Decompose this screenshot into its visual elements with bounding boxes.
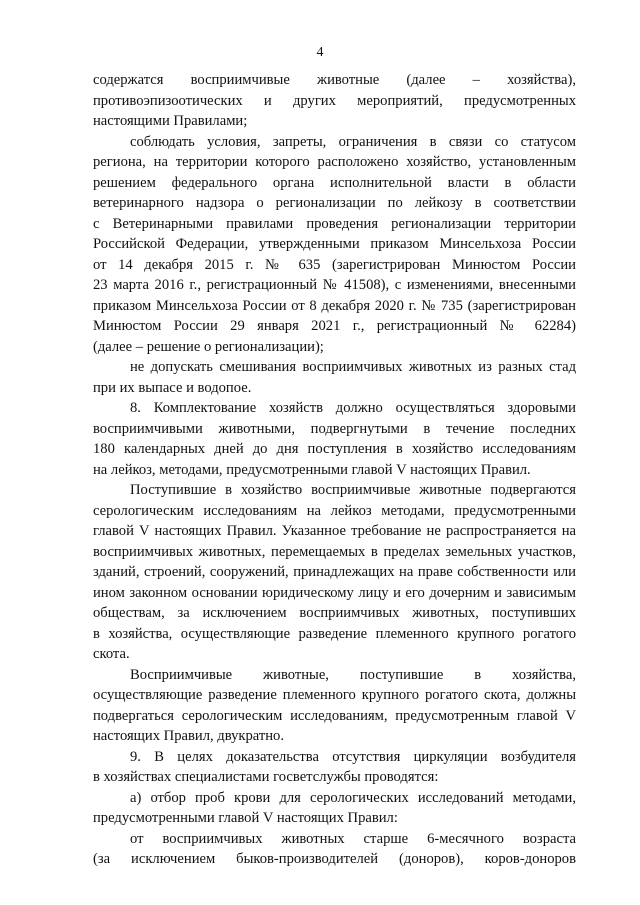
- text-line: от 14 декабря 2015 г. № 635 (зарегистрирован Минюстом России: [93, 256, 576, 273]
- page-number: 4: [316, 45, 324, 60]
- text-line: серологическим исследованиям на лейкоз методами, предусмотренными: [93, 502, 576, 519]
- text-line: Поступившие в хозяйство восприимчивые животные подвергаются: [130, 482, 576, 498]
- text-line: приказом Минсельхоза России от 8 декабря 2020 г. № 735 (зарегистрирован: [93, 297, 576, 314]
- text-line: главой V настоящих Правил. Указанное требование не распространяется на: [93, 523, 576, 539]
- text-line: 180 календарных дней до дня поступления в хозяйство исследованиям: [93, 441, 576, 457]
- text-line: настоящих Правил, двукратно.: [93, 728, 285, 744]
- text-line: 9. В целях доказательства отсутствия циркуляции возбудителя: [130, 748, 576, 765]
- text-line: соблюдать условия, запреты, ограничения в связи со статусом: [130, 133, 576, 150]
- text-line: региона, на территории которого расположено хозяйство, установленным: [93, 154, 576, 170]
- text-line: обществам, за исключением восприимчивых животных, поступивших: [93, 605, 576, 621]
- text-line: противоэпизоотических и других мероприятий, предусмотренных: [93, 92, 576, 109]
- text-line: скота.: [93, 646, 130, 662]
- text-line: Минюстом России 29 января 2021 г., регистрационный № 62284): [93, 318, 576, 334]
- text-line: ветеринарного надзора о регионализации по лейкозу в соответствии: [93, 195, 576, 211]
- text-line: зданий, строений, сооружений, принадлежащих на праве собственности или: [93, 564, 576, 580]
- text-line: (за исключением быков-производителей (доноров), коров-доноров: [93, 851, 576, 867]
- text-line: Российской Федерации, утвержденными приказом Минсельхоза России: [93, 236, 576, 252]
- text-line: Восприимчивые животные, поступившие в хозяйства,: [130, 666, 576, 683]
- text-line: (далее – решение о регионализации);: [93, 338, 324, 355]
- text-line: восприимчивых животных, перемещаемых в пределах земельных участков,: [93, 543, 576, 560]
- text-line: 8. Комплектование хозяйств должно осуществляться здоровыми: [130, 400, 576, 416]
- text-line: в хозяйства, осуществляющие разведение племенного крупного рогатого: [93, 625, 576, 642]
- text-line: не допускать смешивания восприимчивых животных из разных стад: [130, 359, 576, 375]
- text-line: решением федерального органа исполнительной власти в области: [93, 174, 576, 191]
- text-line: в хозяйствах специалистами госветслужбы проводятся:: [93, 769, 439, 785]
- text-line: содержатся восприимчивые животные (далее – хозяйства),: [93, 72, 576, 88]
- text-line: настоящими Правилами;: [93, 113, 248, 129]
- text-line: на лейкоз, методами, предусмотренными главой V настоящих Правил.: [93, 461, 531, 478]
- text-line: с Ветеринарными правилами проведения регионализации территории: [93, 215, 576, 232]
- text-line: при их выпасе и водопое.: [93, 379, 252, 396]
- text-line: 23 марта 2016 г., регистрационный № 41508), с изменениями, внесенными: [93, 277, 576, 293]
- text-line: восприимчивыми животными, подвергнутыми в течение последних: [93, 420, 576, 437]
- document-body: [93, 70, 576, 870]
- text-line: предусмотренными главой V настоящих Правил:: [93, 810, 398, 826]
- text-line: подвергаться серологическим исследованиям, предусмотренным главой V: [93, 707, 576, 724]
- text-line: а) отбор проб крови для серологических исследований методами,: [130, 789, 576, 806]
- text-line: осуществляющие разведение племенного крупного рогатого скота, должны: [93, 687, 576, 703]
- text-line: от восприимчивых животных старше 6-месячного возраста: [130, 830, 576, 847]
- text-line: ином законном основании юридическому лицу и его дочерним и зависимым: [93, 584, 576, 601]
